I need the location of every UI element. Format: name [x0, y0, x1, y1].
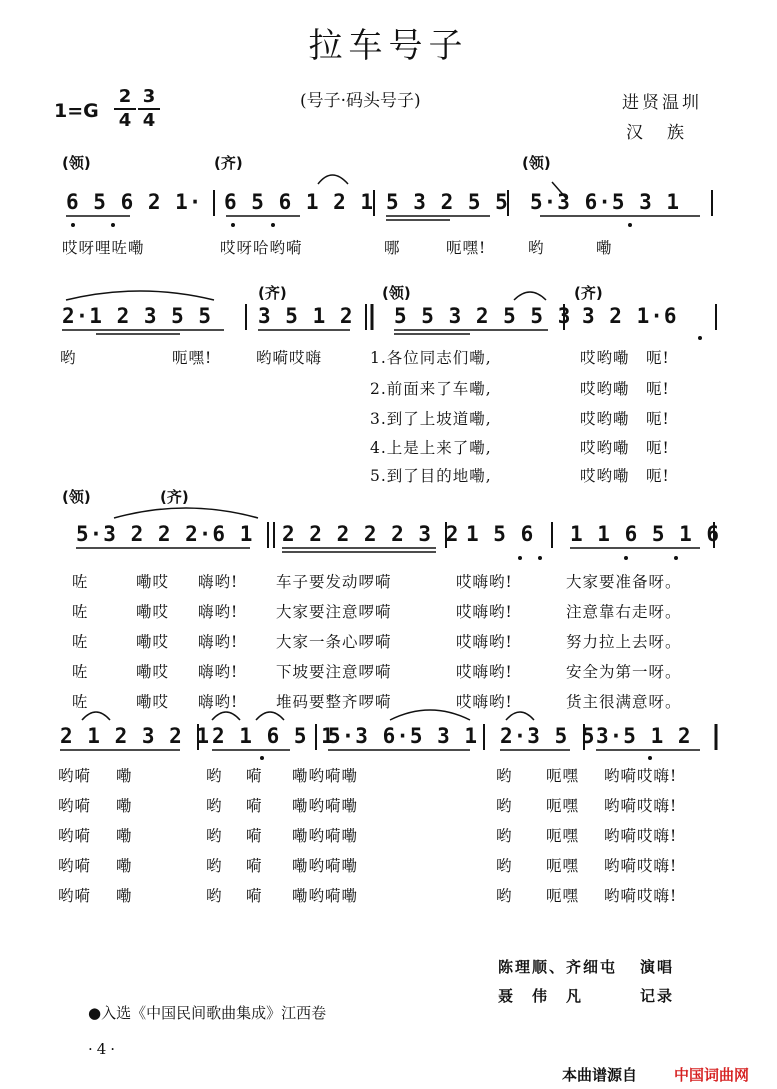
- lyric: 嗬: [246, 797, 263, 815]
- page-title: 拉车号子: [308, 26, 469, 66]
- source-note: ●入选《中国民间歌曲集成》江西卷: [88, 1004, 327, 1022]
- lyric: 哟嗬哎嗨!: [604, 797, 678, 815]
- lyric: 哟: [206, 827, 223, 845]
- lyric: 哟嗬: [58, 887, 92, 905]
- subtitle: (号子·码头号子): [300, 91, 421, 111]
- measure-notes: 3 2 1·6: [582, 304, 678, 328]
- measure-notes: 2 1 2 3 2 1: [60, 724, 211, 748]
- lyric: 哎呀哈哟嗬: [220, 239, 303, 257]
- lyric: 哟: [496, 827, 513, 845]
- lyric: 哟: [206, 887, 223, 905]
- lyric: 嘞哟嗬嘞: [292, 827, 359, 845]
- lyric: 哟嗬哎嗨: [256, 349, 323, 367]
- lyric: 哟: [528, 239, 545, 257]
- key-signature: 1=G: [54, 100, 99, 122]
- lyric: 大家要准备呀。: [566, 573, 682, 591]
- lyric: 呃嘿!: [446, 239, 487, 257]
- lyric: 哟: [206, 797, 223, 815]
- lyric: 大家一条心啰嗬: [276, 633, 392, 651]
- lyric: 哟: [496, 797, 513, 815]
- lyric: 呃嘿: [546, 797, 580, 815]
- lyric: 嘞哟嗬嘞: [292, 767, 359, 785]
- lyric: 嘞哟嗬嘞: [292, 797, 359, 815]
- lyric: 嘞: [116, 797, 133, 815]
- lyric: 哎嗨哟!: [456, 633, 513, 651]
- lyric: 哎嗨哟!: [456, 573, 513, 591]
- footer-source-label: 本曲谱源自: [562, 1066, 638, 1084]
- lyric: 嘞: [116, 887, 133, 905]
- verse-line: 3.到了上坡道嘞,: [370, 410, 492, 428]
- lyric: 哪: [384, 239, 401, 257]
- lyric: 咗: [72, 573, 89, 591]
- chorus-marker: (齐): [214, 154, 243, 172]
- lyric: 堆码要整齐啰嗬: [276, 693, 392, 711]
- lyric: 哟: [496, 767, 513, 785]
- lead-marker: (领): [382, 284, 411, 302]
- measure-notes: 3 5 1 2: [258, 304, 354, 328]
- lyric: 嘞哎: [136, 633, 170, 651]
- verse-refrain: 哎哟嘞 呃!: [580, 380, 670, 398]
- lyric: 哟: [206, 767, 223, 785]
- lyric: 嘞: [116, 767, 133, 785]
- lyric: 下坡要注意啰嗬: [276, 663, 392, 681]
- verse-refrain: 哎哟嘞 呃!: [580, 439, 670, 457]
- verse-refrain: 哎哟嘞 呃!: [580, 349, 670, 367]
- lyric: 哟嗬哎嗨!: [604, 887, 678, 905]
- lyric: 货主很满意呀。: [566, 693, 682, 711]
- lyric: 哎嗨哟!: [456, 693, 513, 711]
- lyric: 嗨哟!: [198, 633, 239, 651]
- singers-role: 演唱: [640, 958, 675, 976]
- lyric: 呃嘿: [546, 887, 580, 905]
- lyric: 嘞哟嗬嘞: [292, 857, 359, 875]
- lyric: 嗬: [246, 827, 263, 845]
- octave-dots: [71, 223, 702, 760]
- lyric: 嘞哎: [136, 573, 170, 591]
- measure-notes: 1 1 6 5 1 6: [570, 522, 721, 546]
- measure-notes: 6 5 6 1 2 1: [224, 190, 375, 214]
- chorus-marker: (齐): [160, 488, 189, 506]
- lyric: 咗: [72, 693, 89, 711]
- lead-marker: (领): [522, 154, 551, 172]
- measure-notes: 6 5 6 2 1·: [66, 190, 203, 214]
- lead-marker: (领): [62, 154, 91, 172]
- lyric: 哟: [206, 857, 223, 875]
- barlines: [198, 190, 716, 750]
- lyric: 哎呀哩咗嘞: [62, 239, 145, 257]
- recorder: 聂 伟 凡: [498, 987, 584, 1005]
- lyric: 嘞哎: [136, 603, 170, 621]
- measure-notes: 2·1 2 3 5 5: [62, 304, 213, 328]
- measure-notes: 2 1 6 5 1: [212, 724, 335, 748]
- meter-denominator: 4: [138, 108, 160, 132]
- lyric: 嗬: [246, 857, 263, 875]
- measure-notes: 5·3 6·5 3 1: [328, 724, 479, 748]
- meter-numerator: 3: [142, 86, 156, 107]
- verse-line: 5.到了目的地嘞,: [370, 467, 492, 485]
- measure-notes: 1 5 6: [466, 522, 535, 546]
- slurs: [66, 175, 566, 720]
- measure-notes: 5 3 2 5 5: [386, 190, 509, 214]
- lyric: 嗬: [246, 767, 263, 785]
- lyric: 安全为第一呀。: [566, 663, 682, 681]
- lyric: 咗: [72, 603, 89, 621]
- verse-refrain: 哎哟嘞 呃!: [580, 467, 670, 485]
- lyric: 嗨哟!: [198, 573, 239, 591]
- lyric: 注意靠右走呀。: [566, 603, 682, 621]
- lyric: 哟嗬: [58, 857, 92, 875]
- lyric: 哟嗬: [58, 767, 92, 785]
- lyric: 嘞: [596, 239, 613, 257]
- measure-notes: 3·5 1 2: [596, 724, 692, 748]
- lead-marker: (领): [62, 488, 91, 506]
- recorder-role: 记录: [640, 987, 675, 1005]
- lyric: 哟: [60, 349, 77, 367]
- lyric: 呃嘿: [546, 827, 580, 845]
- lyric: 咗: [72, 663, 89, 681]
- lyric: 嗨哟!: [198, 603, 239, 621]
- ethnic-credit: 汉族: [626, 123, 708, 143]
- meter-denominator: 4: [114, 108, 136, 132]
- singers: 陈理顺、齐细屯: [498, 958, 618, 976]
- chorus-marker: (齐): [258, 284, 287, 302]
- footer-site-name: 中国词曲网: [674, 1066, 750, 1084]
- lyric: 哟: [496, 857, 513, 875]
- lyric: 呃嘿: [546, 857, 580, 875]
- lyric: 嗨哟!: [198, 693, 239, 711]
- measure-notes: 2 2 2 2 2 3 2: [282, 522, 460, 546]
- lyric: 努力拉上去呀。: [566, 633, 682, 651]
- region-credit: 进贤温圳: [622, 93, 702, 113]
- lyric: 呃嘿!: [172, 349, 213, 367]
- lyric: 哟嗬哎嗨!: [604, 827, 678, 845]
- lyric: 哟: [496, 887, 513, 905]
- lyric: 车子要发动啰嗬: [276, 573, 392, 591]
- verse-refrain: 哎哟嘞 呃!: [580, 410, 670, 428]
- lyric: 嘞哎: [136, 663, 170, 681]
- lyric: 嘞哟嗬嘞: [292, 887, 359, 905]
- verse-line: 4.上是上来了嘞,: [370, 439, 492, 457]
- lyric: 哟嗬: [58, 827, 92, 845]
- measure-notes: 2·3 5 5: [500, 724, 596, 748]
- lyric: 哎嗨哟!: [456, 603, 513, 621]
- measure-notes: 5·3 6·5 3 1: [530, 190, 681, 214]
- lyric: 大家要注意啰嗬: [276, 603, 392, 621]
- chorus-marker: (齐): [574, 284, 603, 302]
- lyric: 哟嗬: [58, 797, 92, 815]
- page-number: ·4·: [88, 1040, 120, 1058]
- lyric: 呃嘿: [546, 767, 580, 785]
- measure-notes: 5 5 3 2 5 5 3: [394, 304, 572, 328]
- lyric: 嘞: [116, 857, 133, 875]
- lyric: 嗨哟!: [198, 663, 239, 681]
- lyric: 哎嗨哟!: [456, 663, 513, 681]
- lyric: 嘞哎: [136, 693, 170, 711]
- lyric: 咗: [72, 633, 89, 651]
- verse-line: 2.前面来了车嘞,: [370, 380, 492, 398]
- measure-notes: 5·3 2 2 2·6 1: [76, 522, 254, 546]
- lyric: 嗬: [246, 887, 263, 905]
- beam-lines: [60, 216, 700, 750]
- lyric: 嘞: [116, 827, 133, 845]
- lyric: 哟嗬哎嗨!: [604, 767, 678, 785]
- meter-numerator: 2: [118, 86, 132, 107]
- verse-line: 1.各位同志们嘞,: [370, 349, 492, 367]
- lyric: 哟嗬哎嗨!: [604, 857, 678, 875]
